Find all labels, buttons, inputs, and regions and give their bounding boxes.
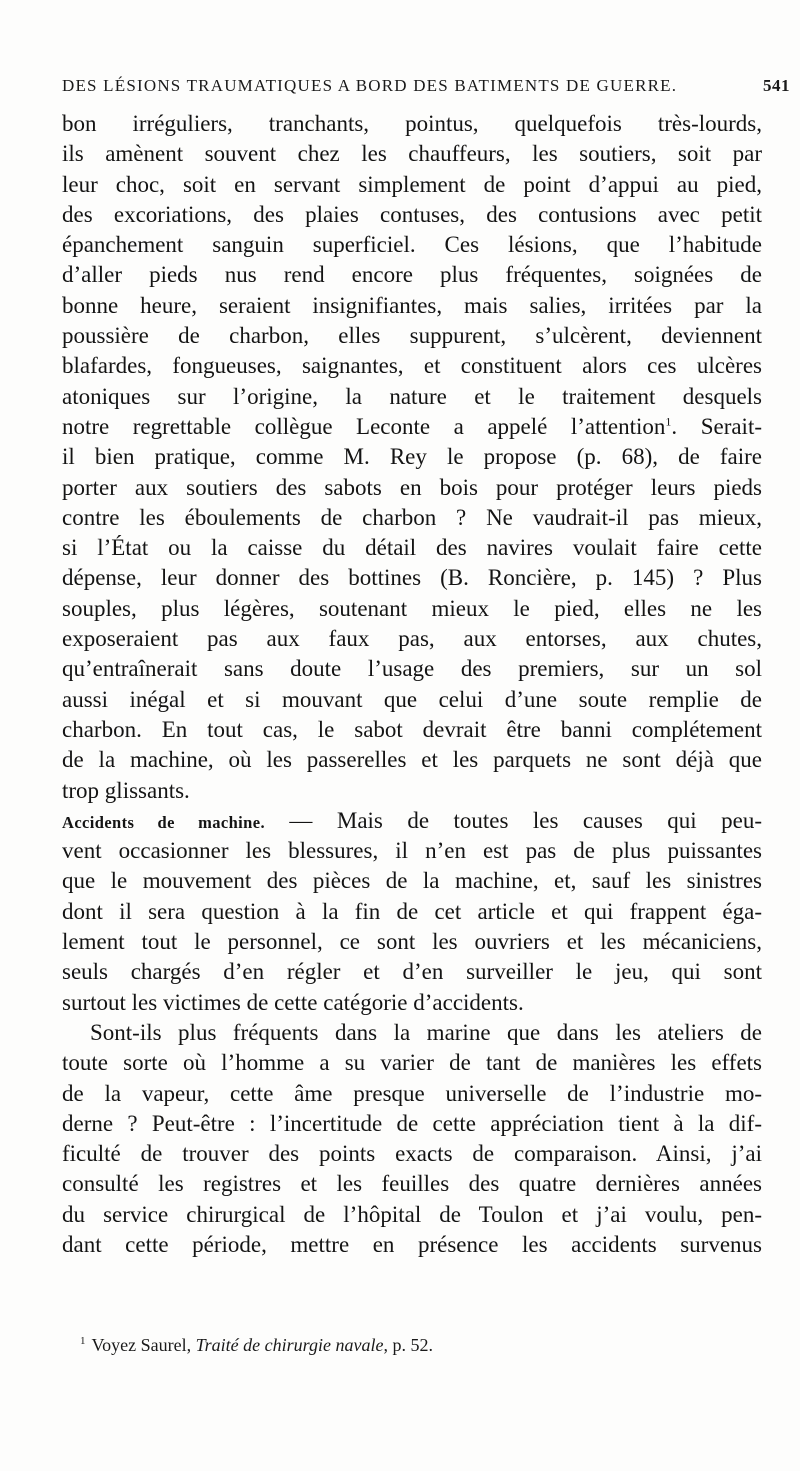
text-line: dont il sera question à la fin de cet article et qui frappent éga- [62, 898, 762, 924]
text-line: qu’entraînerait sans doute l’usage des premiers, sur un sol [62, 656, 762, 682]
text-line: consulté les registres et les feuilles des quatre dernières années [62, 1171, 762, 1197]
text-line: ils amènent souvent chez les chauffeurs, les soutiers, soit par [62, 141, 762, 167]
text-line: de la machine, où les passerelles et les parquets ne sont déjà que [62, 747, 762, 773]
text-fragment: Mais de toutes les causes qui peu- [336, 807, 763, 833]
text-line: contre les éboulements de charbon ? Ne vaudrait-il pas mieux, [62, 504, 762, 530]
text-line: aussi inégal et si mouvant que celui d’une soute remplie de [62, 686, 762, 712]
text-line: du service chirurgical de l’hôpital de Toulon et j’ai voulu, pen- [62, 1201, 762, 1227]
text-line: il bien pratique, comme M. Rey le propose (p. 68), de faire [62, 444, 762, 470]
text-line: exposeraient pas aux faux pas, aux entorses, aux chutes, [62, 626, 762, 652]
text-line: seuls chargés d’en régler et d’en surveiller le jeu, qui sont [62, 959, 762, 985]
text-line: dépense, leur donner des bottines (B. Roncière, p. 145) ? Plus [62, 565, 762, 591]
text-line: charbon. En tout cas, le sabot devrait être banni complétement [62, 716, 762, 742]
text-line: Sont-ils plus fréquents dans la marine que dans les ateliers de [90, 1019, 762, 1045]
text-line: trop glissants. [62, 777, 190, 803]
running-head [62, 76, 790, 96]
text-line: toute sorte où l’homme a su varier de tant de manières les effets [62, 1050, 762, 1076]
text-line: bonne heure, seraient insignifiantes, mais salies, irritées par la [62, 292, 762, 318]
text-line: porter aux soutiers des sabots en bois pour protéger leurs pieds [62, 474, 762, 500]
section-first-line [62, 806, 762, 836]
footnote-reference[interactable]: 1 [665, 414, 672, 429]
text-line: des excoriations, des plaies contuses, des contusions avec petit [62, 201, 762, 227]
text-line: que le mouvement des pièces de la machine, et, sauf les sinistres [62, 868, 762, 894]
running-title: DES LÉSIONS TRAUMATIQUES A BORD DES BATIMENTS DE GUERRE. [62, 76, 678, 95]
text-line: ficulté de trouver des points exacts de comparaison. Ainsi, j’ai [62, 1141, 762, 1167]
text-line: surtout les victimes de cette catégorie d’accidents. [62, 989, 524, 1015]
footnote-cited-title: Traité de chirurgie navale [195, 1335, 384, 1355]
footnote-marker: 1 [80, 1335, 86, 1347]
text-line: de la vapeur, cette âme presque universelle de l’industrie mo- [62, 1080, 762, 1106]
heading-dash: — [264, 807, 337, 833]
page-number: 541 [763, 76, 790, 95]
text-line: d’aller pieds nus rend encore plus fréquentes, soignées de [62, 262, 762, 288]
text-line: épanchement sanguin superficiel. Ces lésions, que l’habitude [62, 232, 762, 258]
footnote-suffix: , p. 52. [383, 1335, 433, 1355]
text-line: dant cette période, mettre en présence les accidents survenus [62, 1231, 762, 1257]
text-line: blafardes, fongueuses, saignantes, et constituent alors ces ulcères [62, 353, 762, 379]
text-line: souples, plus légères, soutenant mieux le pied, elles ne les [62, 595, 762, 621]
text-line-with-footnote-ref [62, 412, 762, 442]
text-line: bon irréguliers, tranchants, pointus, quelquefois très-lourds, [62, 111, 762, 136]
footnote-prefix: Voyez Saurel, [91, 1335, 196, 1355]
text-fragment: notre regrettable collègue Leconte a appelé l’attention [62, 413, 666, 439]
text-line: derne ? Peut-être : l’incertitude de cette appréciation tient à la dif- [62, 1110, 762, 1136]
text-line: atoniques sur l’origine, la nature et le traitement desquels [62, 383, 762, 409]
section-heading: Accidents de machine. [62, 812, 265, 832]
text-line: lement tout le personnel, ce sont les ouvriers et les mécaniciens, [62, 929, 762, 955]
text-line: vent occasionner les blessures, il n’en est pas de plus puissantes [62, 838, 762, 864]
text-line: poussière de charbon, elles suppurent, s’ulcèrent, deviennent [62, 323, 762, 349]
body-text [62, 109, 762, 1260]
text-line: leur choc, soit en servant simplement de point d’appui au pied, [62, 171, 762, 197]
text-fragment: . Serait- [671, 413, 762, 439]
text-line: si l’État ou la caisse du détail des navires voulait faire cette [62, 535, 762, 561]
footnote [80, 1335, 433, 1356]
